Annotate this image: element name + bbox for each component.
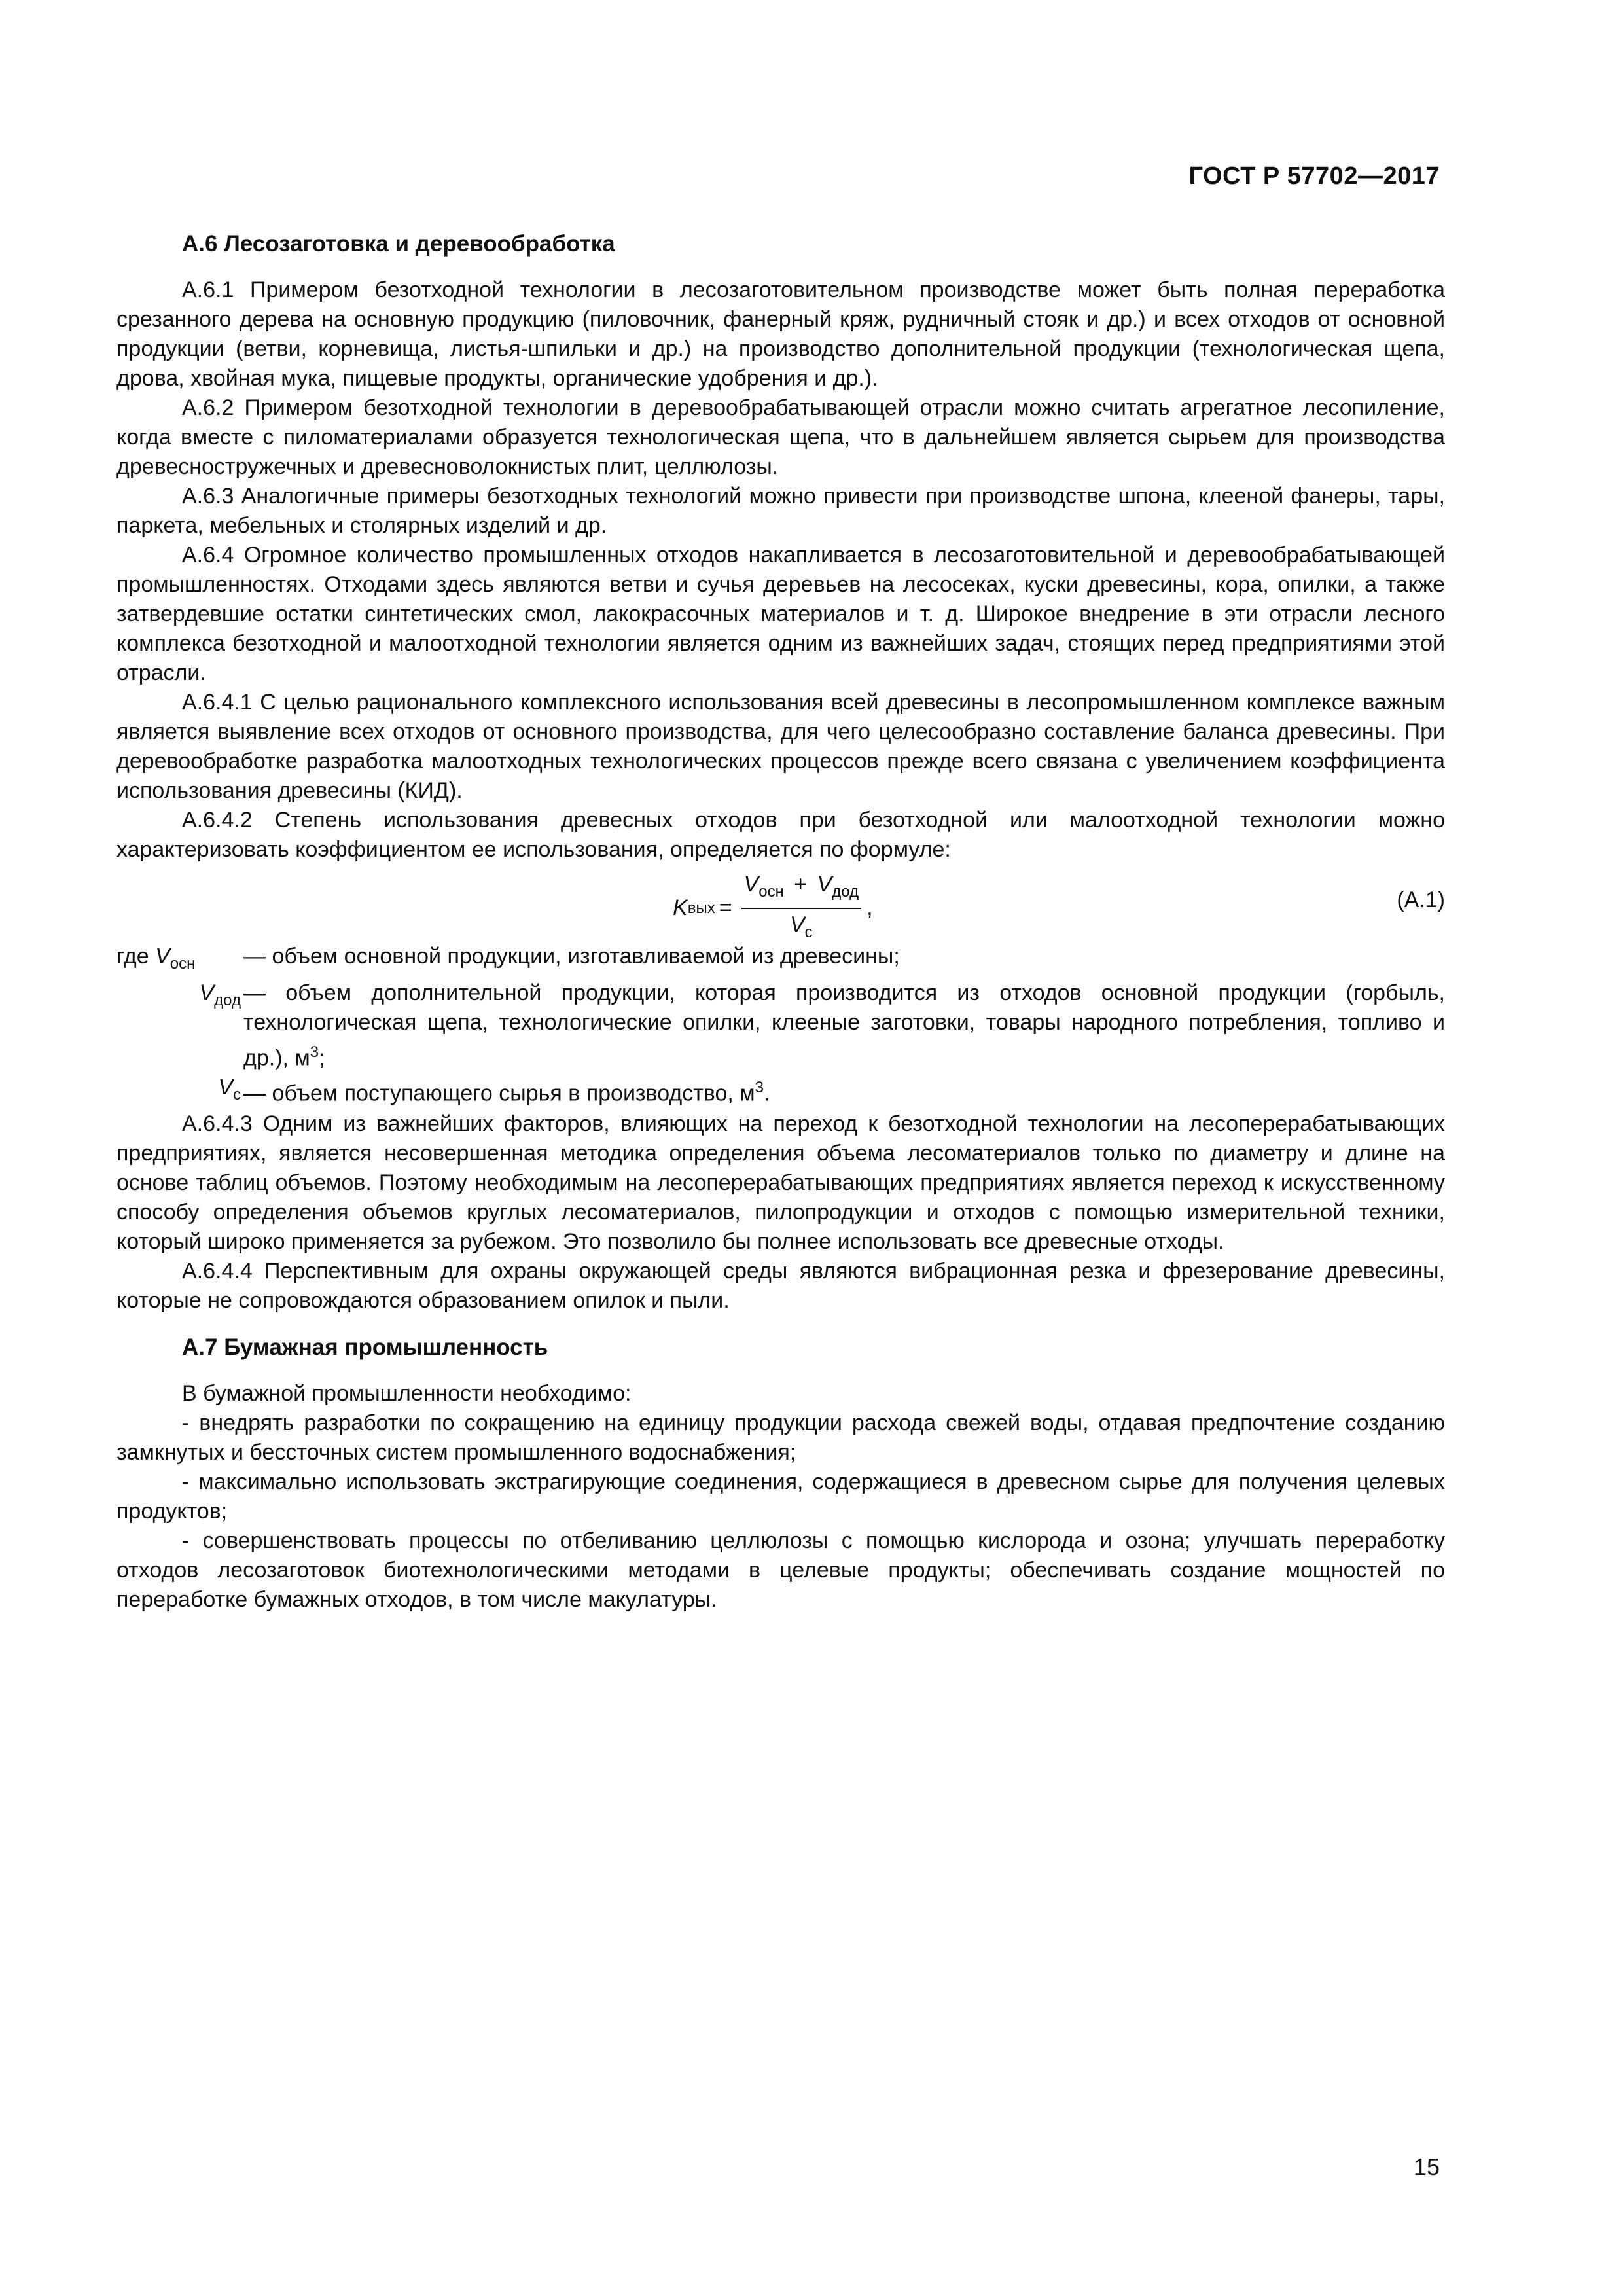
legend-definition-text: — объем поступающего сырья в производство, м	[243, 1081, 755, 1106]
formula-lhs: K	[673, 895, 688, 921]
formula-num-v2: V	[817, 872, 832, 897]
paragraph-a7-item-3: - совершенствовать процессы по отбеливанию целлюлозы с помощью кислорода и озона; улучшать переработку отходов лесозаготовок биотехнологическими методами в целевые продукты; обеспечивать создание мощностей по переработке бумажных отходов, в том числе макулатуры.	[116, 1528, 1445, 1612]
legend-definition	[243, 1073, 1445, 1108]
formula-denominator	[790, 909, 813, 946]
document-body	[116, 229, 1445, 1615]
legend-definition	[243, 978, 1445, 1073]
legend-term	[116, 942, 243, 978]
page-number: 15	[1413, 2153, 1440, 2180]
legend-item	[116, 1073, 1445, 1109]
paragraph-a7-item-2: - максимально использовать экстрагирующие соединения, содержащиеся в древесном сырье для получения целевых продуктов;	[116, 1469, 1445, 1524]
formula-legend	[116, 942, 1445, 1109]
legend-sup: 3	[755, 1079, 764, 1097]
legend-sub: дод	[214, 991, 241, 1009]
paragraph-a6-4-3: А.6.4.3 Одним из важнейших факторов, влияющих на переход к безотходной технологии на лесоперерабатывающих предприятиях, является несовершенная методика определения объема лесоматериалов только по диаметру и длине на основе таблиц объемов. Поэтому необходимым на лесоперерабатывающих предприятиях является переход к искусственному способу определения объемов круглых лесоматериалов, пилопродукции и отходов с помощью измерительной техники, который широко применяется за рубежом. Это позволило бы полнее использовать все древесные отходы.	[116, 1111, 1445, 1254]
legend-prefix: где	[116, 944, 156, 969]
legend-definition: — объем основной продукции, изготавливаемой из древесины;	[243, 944, 900, 969]
legend-symbol: V	[218, 1075, 233, 1100]
paragraph-a7-item-1: - внедрять разработки по сокращению на единицу продукции расхода свежей воды, отдавая предпочтение созданию замкнутых и бессточных систем промышленного водоснабжения;	[116, 1410, 1445, 1465]
formula	[673, 871, 873, 946]
formula-label: (А.1)	[1397, 888, 1445, 912]
formula-block	[116, 867, 1445, 941]
paragraph-a6-4-4: А.6.4.4 Перспективным для охраны окружающей среды являются вибрационная резка и фрезерование древесины, которые не сопровождаются образованием опилок и пыли.	[116, 1258, 1445, 1313]
formula-numerator	[741, 871, 862, 909]
legend-symbol: V	[199, 980, 215, 1005]
formula-num-v2-sub: дод	[832, 882, 859, 901]
legend-item	[116, 942, 1445, 978]
paragraph-a6-3: А.6.3 Аналогичные примеры безотходных технологий можно привести при производстве шпона, клееной фанеры, тары, паркета, мебельных и столярных изделий и др.	[116, 484, 1445, 538]
legend-end: .	[764, 1081, 770, 1106]
legend-symbol: V	[155, 944, 170, 969]
legend-term	[116, 1073, 243, 1109]
formula-fraction	[741, 871, 862, 946]
section-title-a7: А.7 Бумажная промышленность	[182, 1334, 548, 1360]
paragraph-a6-4-1: А.6.4.1 С целью рационального комплексного использования всей древесины в лесопромышленном комплексе важным является выявление всех отходов от основного производства, для чего целесообразно составление баланса древесины. При деревообработке разработка малоотходных технологических процессов прежде всего связана с увеличением коэффициента использования древесины (КИД).	[116, 690, 1445, 803]
paragraph-a6-4: А.6.4 Огромное количество промышленных отходов накапливается в лесозаготовительной и деревообрабатывающей промышленностях. Отходами здесь являются ветви и сучья деревьев на лесосеках, куски древесины, кора, опилки, а также затвердевшие остатки синтетических смол, лакокрасочных материалов и т. д. Широкое внедрение в эти отрасли лесного комплекса безотходной и малоотходной технологии является одним из важнейших задач, стоящих перед предприятиями этой отрасли.	[116, 543, 1445, 685]
legend-definition-text: — объем дополнительной продукции, которая производится из отходов основной продукции (горбыль, технологическая щепа, технологические опилки, клееные заготовки, товары народного потребления, топливо и др.), м	[243, 980, 1445, 1071]
section-title-a6: А.6 Лесозаготовка и деревообработка	[182, 231, 615, 257]
formula-trail: ,	[866, 895, 873, 921]
legend-sub: осн	[169, 954, 196, 973]
paragraph-a6-4-2: А.6.4.2 Степень использования древесных отходов при безотходной или малоотходной технологии можно характеризовать коэффициентом ее использования, определяется по формуле:	[116, 808, 1445, 862]
formula-plus: +	[794, 872, 808, 897]
legend-end: ;	[319, 1045, 325, 1071]
document-id: ГОСТ Р 57702—2017	[1188, 162, 1440, 190]
paragraph-a6-2: А.6.2 Примером безотходной технологии в деревообрабатывающей отрасли можно считать агрегатное лесопиление, когда вместе с пиломатериалами образуется технологическая щепа, что в дальнейшем является сырьем для производства древесностружечных и древесноволокнистых плит, целлюлозы.	[116, 395, 1445, 479]
paragraph-a7-intro: В бумажной промышленности необходимо:	[182, 1380, 632, 1406]
legend-sub: c	[233, 1085, 241, 1103]
formula-lhs-sub: вых	[687, 899, 715, 918]
legend-item	[116, 978, 1445, 1073]
paragraph-a6-1: А.6.1 Примером безотходной технологии в лесозаготовительном производстве может быть полная переработка срезанного дерева на основную продукцию (пиловочник, фанерный кряж, рудничный стояк и др.) и всех отходов от основной продукции (ветви, корневища, листья-шпильки и др.) на производство дополнительной продукции (технологическая щепа, дрова, хвойная мука, пищевые продукты, органические удобрения и др.).	[116, 278, 1445, 391]
formula-den-v-sub: c	[804, 923, 813, 941]
legend-sup: 3	[310, 1043, 319, 1061]
formula-num-v1: V	[743, 872, 759, 897]
formula-equals: =	[719, 895, 732, 921]
formula-den-v: V	[789, 912, 805, 937]
formula-num-v1-sub: осн	[758, 882, 784, 901]
legend-term	[116, 978, 243, 1015]
